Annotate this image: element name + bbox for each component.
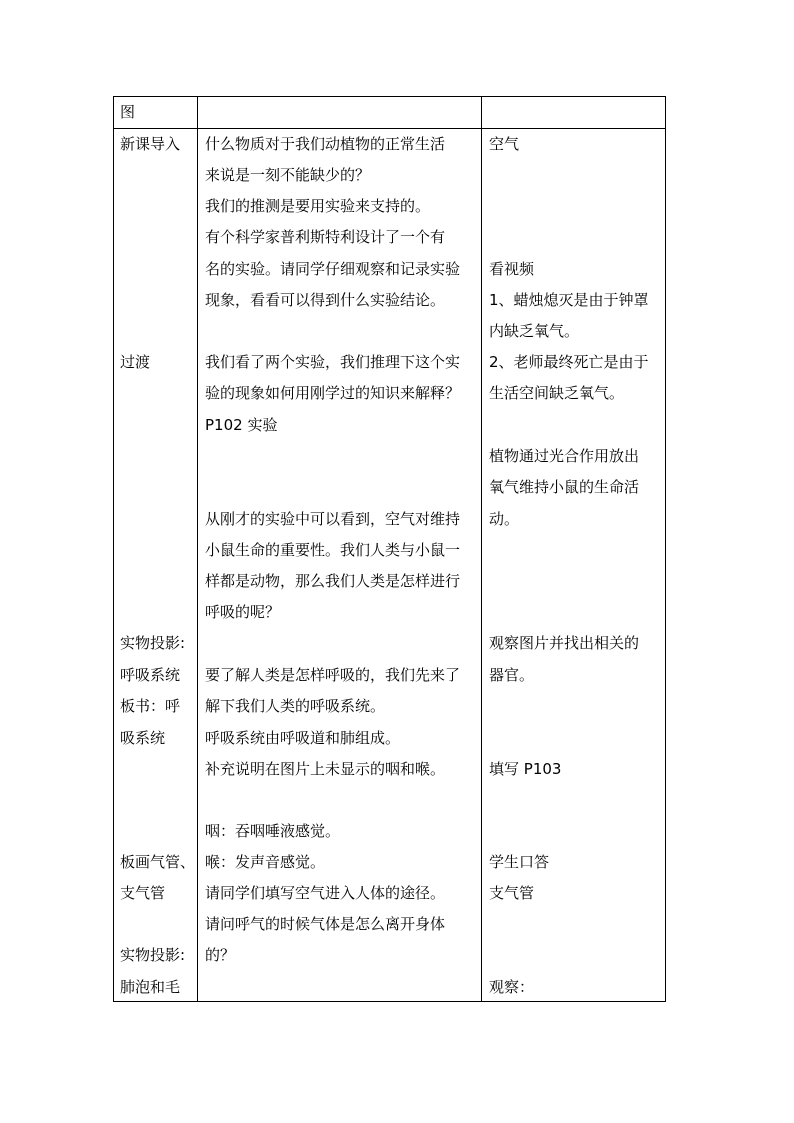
step-label: 板书：呼 [120,697,181,715]
step-label: 板画气管、 [120,853,196,871]
teacher-line: 请问呼气的时候气体是怎么离开身体 [205,915,446,933]
teacher-line: 有个科学家普利斯特利设计了一个有 [205,228,446,246]
teacher-line: 现象，看看可以得到什么实验结论。 [205,291,446,309]
student-line: 观察图片并找出相关的 [489,634,640,652]
teacher-line: 小鼠生命的重要性。我们人类与小鼠一 [205,541,461,559]
teacher-line: 什么物质对于我们动植物的正常生活 [205,135,446,153]
student-line: 氧气维持小鼠的生命活 [489,478,640,496]
table-left-border [113,96,114,1002]
teacher-line: 我们看了两个实验，我们推理下这个实 [205,353,461,371]
student-line: 内缺乏氧气。 [489,322,580,340]
teacher-line: 解下我们人类的呼吸系统。 [205,697,386,715]
teacher-line: 样都是动物，那么我们人类是怎样进行 [205,572,461,590]
teacher-line: 补充说明在图片上未显示的咽和喉。 [205,760,446,778]
student-line: 2、老师最终死亡是由于 [489,353,649,371]
table-col-divider-1 [197,96,198,1002]
teacher-line: 呼吸的呢？ [205,603,281,621]
table-right-border [665,96,666,1002]
step-label: 肺泡和毛 [120,978,181,996]
teacher-line: 来说是一刻不能缺少的？ [205,166,371,184]
step-label: 呼吸系统 [120,666,181,684]
table-col-divider-2 [481,96,482,1002]
teacher-line: 喉：发声音感觉。 [205,853,326,871]
table-top-border [113,96,666,97]
step-label: 实物投影: [120,634,186,652]
student-line: 填写 P103 [489,760,562,778]
student-line: 观察： [489,978,535,996]
step-label: 实物投影: [120,946,186,964]
teacher-line: 名的实验。请同学仔细观察和记录实验 [205,260,461,278]
teacher-line: P102 实验 [205,416,278,434]
teacher-line: 呼吸系统由呼吸道和肺组成。 [205,729,401,747]
teacher-line: 从刚才的实验中可以看到，空气对维持 [205,510,461,528]
step-label: 支气管 [120,884,166,902]
student-line: 器官。 [489,666,535,684]
student-line: 动。 [489,510,520,528]
teacher-line: 验的现象如何用刚学过的知识来解释？ [205,384,461,402]
student-line: 学生口答 [489,853,550,871]
table-bottom-border [113,1001,666,1002]
teacher-line: 的？ [205,946,236,964]
teacher-line: 请同学们填写空气进入人体的途径。 [205,884,446,902]
student-line: 1、蜡烛熄灭是由于钟罩 [489,291,649,309]
student-line: 植物通过光合作用放出 [489,447,640,465]
student-line: 看视频 [489,260,535,278]
step-label: 吸系统 [120,729,166,747]
student-line: 生活空间缺乏氧气。 [489,384,625,402]
teacher-line: 要了解人类是怎样呼吸的，我们先来了 [205,666,461,684]
teacher-line: 咽：吞咽唾液感觉。 [205,822,341,840]
student-line: 空气 [489,135,520,153]
student-line: 支气管 [489,884,535,902]
step-label: 新课导入 [120,135,181,153]
header-cell-1: 图 [120,103,136,121]
step-label: 过渡 [120,353,151,371]
table-header-divider [113,128,666,129]
teacher-line: 我们的推测是要用实验来支持的。 [205,197,431,215]
